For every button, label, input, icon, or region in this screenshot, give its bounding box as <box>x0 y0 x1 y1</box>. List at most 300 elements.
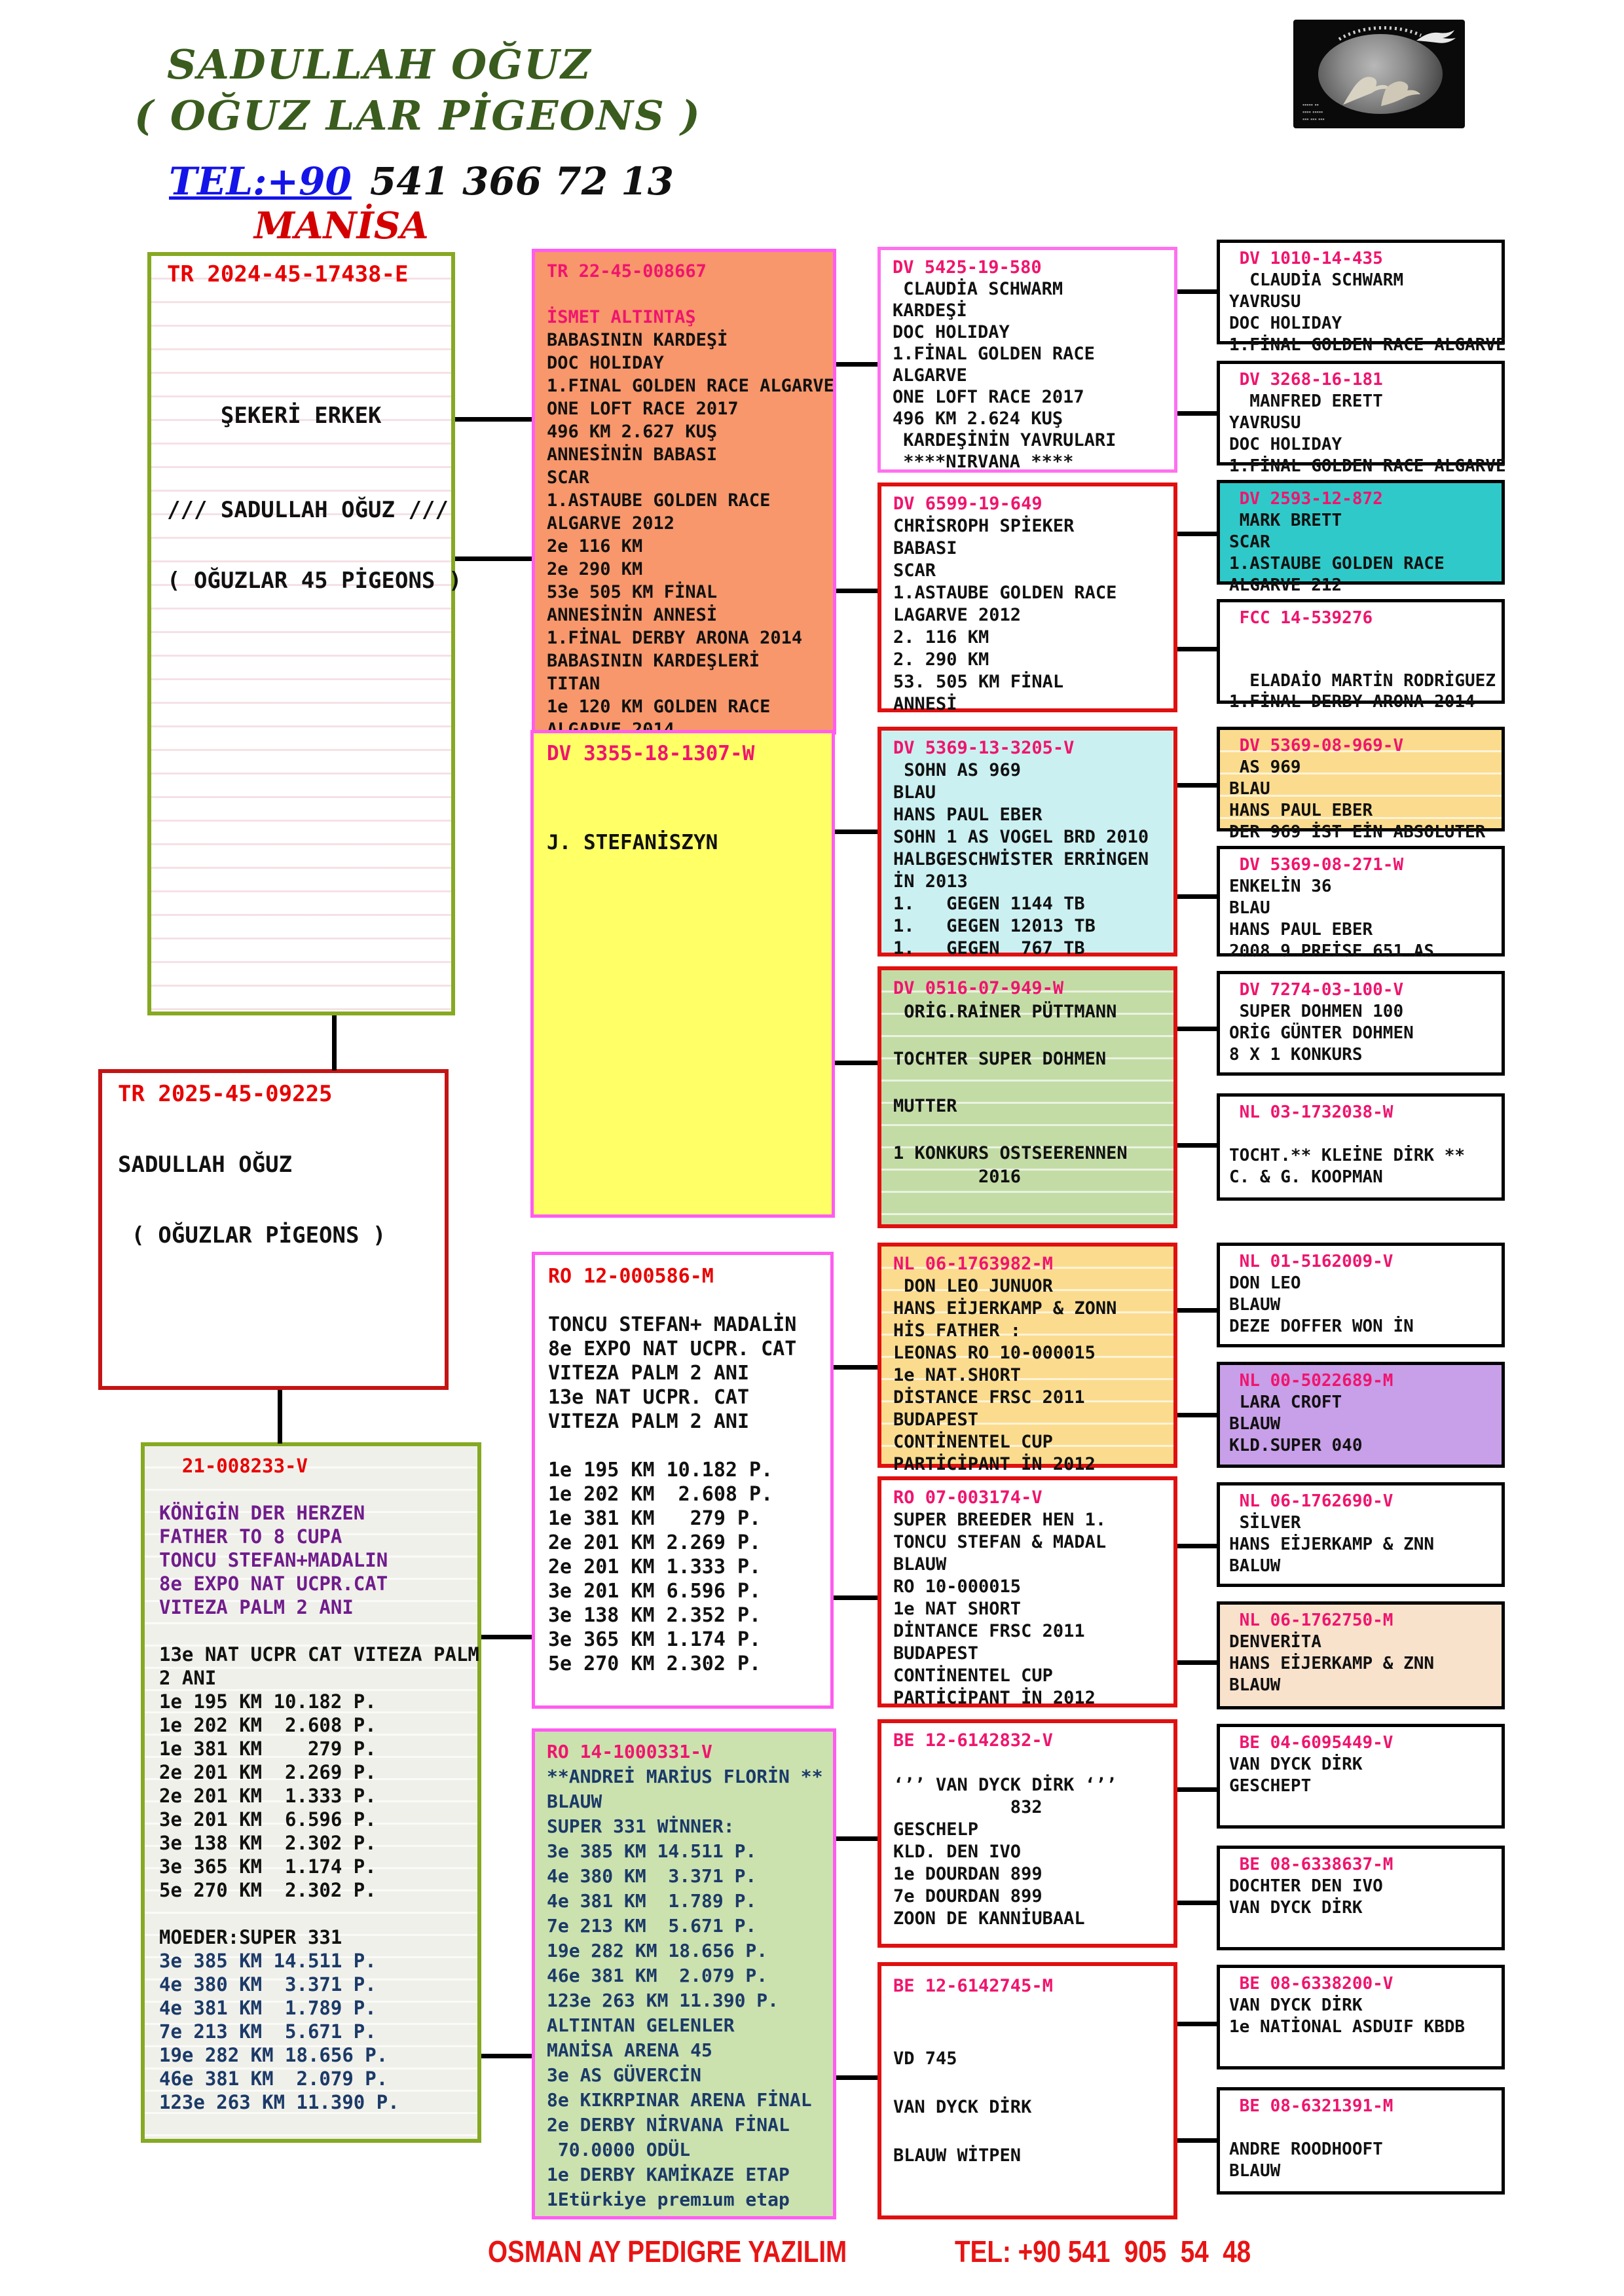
pedigree-text-line: 1 KONKURS OSTSEERENNEN <box>893 1143 1128 1163</box>
pedigree-text-line: 2016 <box>893 1167 1022 1187</box>
connector-line <box>1177 532 1217 536</box>
pedigree-box-nl00 <box>1217 1362 1505 1468</box>
connector-line <box>481 2054 532 2058</box>
pedigree-text-line <box>1229 2117 1498 2139</box>
tel-label: TEL:+90 <box>169 159 352 204</box>
pedigree-text-line: DOC HOLIDAY <box>1229 435 1342 454</box>
pedigree-text-line: 1e DERBY KAMİKAZE ETAP <box>547 2164 790 2185</box>
pedigree-text-line: BALUW <box>1229 1556 1281 1576</box>
pedigree-text-line: BLAUW <box>547 1791 602 1812</box>
pedigree-text-line: 46e 381 KM 2.079 P. <box>159 2068 388 2090</box>
connector-line <box>1177 647 1217 651</box>
pedigree-text-line <box>547 283 829 306</box>
pedigree-text-line: ENKELİN 36 <box>1229 877 1332 896</box>
pedigree-text-line: VAN DYCK DİRK <box>1229 1898 1363 1918</box>
pedigree-text-line: 1e 195 KM 10.182 P. <box>159 1690 377 1713</box>
pedigree-box-be08_200 <box>1217 1965 1505 2069</box>
pedigree-text-line: ANNESİNİN ANNESİ <box>547 605 718 625</box>
pedigree-box-be12_6142832 <box>877 1719 1177 1948</box>
pedigree-text-line <box>118 1176 441 1200</box>
pedigree-text-line: 1.FINAL GOLDEN RACE ALGARVE <box>547 376 834 396</box>
pedigree-text-line: 2e 201 KM 1.333 P. <box>159 1785 377 1807</box>
pedigree-text-line: 1. GEGEN 12013 TB <box>893 916 1096 936</box>
pedigree-text-line: BE 08-6321391-M <box>1229 2096 1393 2116</box>
pedigree-text-line <box>167 428 447 451</box>
pedigree-text-line: BABASI <box>893 538 957 558</box>
pedigree-text-line: BLAU <box>893 782 936 803</box>
pedigree-text-line: BLAU <box>1229 779 1270 799</box>
pedigree-text-line: YAVRUSU <box>1229 292 1301 312</box>
pedigree-text-line: 46e 381 KM 2.079 P. <box>547 1965 768 1986</box>
pedigree-text-line: 3e 385 KM 14.511 P. <box>159 1950 377 1972</box>
pedigree-text-line: 1. GEGEN 767 TB <box>893 938 1085 958</box>
pedigree-text-line: İN 2013 <box>893 871 968 892</box>
pedigree-text-line: BUDAPEST <box>893 1410 979 1430</box>
pedigree-text-line: 2e 201 KM 2.269 P. <box>548 1531 762 1554</box>
pedigree-text-line: 2e 116 KM <box>547 536 643 556</box>
pedigree-text-line: ONE LOFT RACE 2017 <box>893 387 1084 407</box>
pedigree-text-line: 2e 290 KM <box>547 559 643 579</box>
pedigree-text-line: 123e 263 KM 11.390 P. <box>159 2091 399 2113</box>
pedigree-box-nl06_2750 <box>1217 1601 1505 1709</box>
pedigree-text-line: NL 06-1762690-V <box>1229 1491 1393 1511</box>
pedigree-text-line: 1.FİNAL GOLDEN RACE <box>893 344 1095 364</box>
pedigree-text-line: DV 3268-16-181 <box>1229 370 1383 390</box>
pedigree-box-nl01 <box>1217 1243 1505 1347</box>
pedigree-text-line: TOCHTER SUPER DOHMEN <box>893 1049 1107 1069</box>
pedigree-text-line: 1e NAT.SHORT <box>893 1365 1022 1385</box>
pedigree-text-line: BLAUW <box>1229 1295 1281 1315</box>
pedigree-text-line: TONCU STEFAN+MADALIN <box>159 1549 388 1571</box>
tel-number: 541 366 72 13 <box>369 159 674 204</box>
pedigree-text-line: ****NIRVANA **** <box>893 452 1074 472</box>
pedigree-text-line <box>893 1118 1170 1142</box>
pedigree-text-line: VITEZA PALM 2 ANI <box>159 1596 354 1618</box>
pedigree-text-line: HİS FATHER : <box>893 1321 1022 1341</box>
pedigree-box-be04 <box>1217 1724 1505 1829</box>
pedigree-box-tr22 <box>532 249 836 735</box>
pedigree-text-line: BABASININ KARDEŞLERİ <box>547 651 760 671</box>
pedigree-text-line: NL 01-5162009-V <box>1229 1252 1393 1271</box>
pedigree-text-line <box>118 1129 441 1153</box>
pedigree-text-line: SUPER BREEDER HEN 1. <box>893 1510 1107 1530</box>
pedigree-text-line: ZOON DE KANNİUBAAL <box>893 1908 1085 1929</box>
pedigree-text-line: DV 0516-07-949-W <box>893 978 1064 998</box>
pedigree-text-line: 1e 381 KM 279 P. <box>159 1738 377 1760</box>
pedigree-text-line: SUPER 331 WİNNER: <box>547 1815 735 1837</box>
pedigree-text-line <box>893 2119 1170 2143</box>
pedigree-text-line: VAN DYCK DİRK <box>1229 1995 1363 2015</box>
pedigree-text-line: VITEZA PALM 2 ANI <box>548 1410 750 1433</box>
pedigree-text-line: 13e NAT UCPR CAT VITEZA PALM <box>159 1643 479 1666</box>
pedigree-text-line: RO 14-1000331-V <box>547 1741 712 1762</box>
logo-caption: ▪▪▪▪▪ ▪▪ ▪▪▪▪ ▪▪▪▪▪ ▪▪▪ ▪▪▪ ▪▪▪ <box>1302 101 1325 122</box>
pedigree-text-line: KARDEŞİNİN YAVRULARI <box>893 430 1116 450</box>
pedigree-text-line <box>893 1071 1170 1095</box>
pedigree-text-line: CLAUDİA SCHWARM <box>1229 270 1404 290</box>
pedigree-text-line: DV 7274-03-100-V <box>1229 980 1404 1000</box>
pedigree-text-line: BE 12-6142745-M <box>893 1976 1053 1996</box>
pedigree-text-line: 19e 282 KM 18.656 P. <box>547 1940 768 1961</box>
pedigree-text-line: 1.ASTAUBE GOLDEN RACE <box>1229 554 1445 574</box>
connector-line <box>836 2075 877 2080</box>
connector-line <box>1177 289 1217 294</box>
pedigree-text-line: 5e 270 KM 2.302 P. <box>159 1879 377 1901</box>
pedigree-text-line: RO 12-000586-M <box>548 1265 714 1288</box>
pedigree-text-line: ALTINTAN GELENLER <box>547 2014 735 2036</box>
pedigree-text-line: 123e 263 KM 11.390 P. <box>547 1990 779 2011</box>
pedigree-text-line: 496 KM 2.624 KUŞ <box>893 409 1063 429</box>
pedigree-text-line: TITAN <box>547 674 600 694</box>
pedigree-text-line: ( OĞUZLAR PİGEONS ) <box>118 1222 386 1248</box>
pedigree-text-line: BE 04-6095449-V <box>1229 1733 1393 1753</box>
connector-line <box>835 1061 877 1065</box>
city-label: MANİSA <box>254 204 429 247</box>
pedigree-text-line <box>1229 629 1498 649</box>
pedigree-box-dv5425 <box>877 247 1177 473</box>
connector-line <box>455 417 532 422</box>
pedigree-text-line: HANS EİJERKAMP & ZNN <box>1229 1535 1435 1554</box>
pedigree-text-line: PARTİCİPANT İN 2012 <box>893 1688 1096 1708</box>
pedigree-box-dv3268 <box>1217 361 1506 476</box>
pedigree-text-line <box>548 1434 826 1458</box>
pedigree-text-line: 1.FİNAL DERBY ARONA 2014 <box>547 628 803 648</box>
connector-line <box>834 1595 877 1600</box>
pedigree-text-line: BE 12-6142832-V <box>893 1730 1053 1751</box>
pedigree-text-line: BE 08-6338200-V <box>1229 1974 1393 1994</box>
pedigree-text-line <box>547 765 828 787</box>
pedigree-text-line: DV 1010-14-435 <box>1229 249 1383 268</box>
pedigree-text-line <box>167 333 447 357</box>
pedigree-text-line: 13e NAT UCPR. CAT <box>548 1386 750 1409</box>
pedigree-text-line <box>118 1200 441 1224</box>
pedigree-text-line <box>167 380 447 404</box>
pedigree-text-line: DOC HOLIDAY <box>893 322 1010 342</box>
pedigree-box-dv1010 <box>1217 240 1506 355</box>
pedigree-text-line: DİSTANCE FRSC 2011 <box>893 1387 1085 1408</box>
pedigree-text-line: SADULLAH OĞUZ <box>118 1152 293 1178</box>
pedigree-text-line: TOCHT.** KLEİNE DİRK ** <box>1229 1146 1466 1165</box>
pedigree-text-line: 8e EXPO NAT UCPR.CAT <box>159 1573 388 1595</box>
pedigree-text-line: DON LEO <box>1229 1273 1301 1293</box>
pedigree-text-line: 5e 270 KM 2.302 P. <box>548 1652 762 1675</box>
pedigree-text-line: DON LEO JUNUOR <box>893 1276 1053 1296</box>
pedigree-box-fcc14 <box>1217 599 1505 712</box>
connector-line <box>1177 783 1217 788</box>
pedigree-text-line <box>548 1288 826 1313</box>
pedigree-text-line: 7e DOURDAN 899 <box>893 1886 1043 1906</box>
pedigree-text-line: LEONAS RO 10-000015 <box>893 1343 1096 1363</box>
pedigree-text-line: 1Etürkiye premıum etap <box>547 2189 790 2210</box>
pedigree-text-line: 7e 213 KM 5.671 P. <box>159 2020 377 2043</box>
pedigree-text-line: 3e 385 KM 14.511 P. <box>547 1840 757 1862</box>
pedigree-text-line: 21-008233-V <box>159 1455 308 1477</box>
pedigree-box-nl06_1763982 <box>877 1243 1177 1474</box>
pedigree-text-line: İSMET ALTINTAŞ <box>547 307 696 327</box>
connector-line <box>835 829 877 834</box>
pedigree-text-line: ANDRE ROODHOOFT <box>1229 2140 1383 2159</box>
pedigree-text-line: ORİG.RAİNER PÜTTMANN <box>893 1002 1117 1022</box>
connector-line <box>836 1836 877 1841</box>
pedigree-text-line: LARA CROFT <box>1229 1393 1342 1412</box>
pedigree-text-line <box>159 1478 473 1501</box>
pedigree-text-line: ŞEKERİ ERKEK <box>167 403 382 429</box>
pedigree-text-line: 4e 380 KM 3.371 P. <box>159 1973 377 1995</box>
pedigree-text-line: DV 2593-12-872 <box>1229 489 1383 509</box>
pedigree-text-line: BLAUW <box>893 1554 947 1575</box>
pedigree-text-line: VAN DYCK DİRK <box>1229 1755 1363 1774</box>
pedigree-text-line: ALGARVE <box>893 365 967 386</box>
pedigree-text-line: 3e 201 KM 6.596 P. <box>548 1580 762 1603</box>
pedigree-text-line: 7e 213 KM 5.671 P. <box>547 1915 757 1937</box>
pedigree-text-line <box>118 1106 441 1129</box>
connector-line <box>1177 1660 1217 1665</box>
breeder-name-title: SADULLAH OĞUZ <box>167 41 592 88</box>
pedigree-text-line: HALBGESCHWİSTER ERRİNGEN <box>893 849 1149 869</box>
pedigree-text-line: GESCHEPT <box>1229 1776 1312 1796</box>
pedigree-text-line: MARK BRETT <box>1229 511 1342 530</box>
connector-line <box>332 1015 337 1070</box>
pedigree-text-line <box>159 1902 473 1925</box>
pedigree-text-line: 1.FİNAL GOLDEN RACE ALGARVE <box>1229 335 1506 355</box>
pedigree-text-line: BE 08-6338637-M <box>1229 1855 1393 1874</box>
pedigree-text-line: 3e 138 KM 2.352 P. <box>548 1604 762 1627</box>
pedigree-text-line: 1e NAT SHORT <box>893 1599 1022 1619</box>
pedigree-text-line <box>893 1998 1170 2022</box>
connector-line <box>834 1365 877 1370</box>
pedigree-text-line: PARTİCİPANT İN 2012 <box>893 1454 1096 1474</box>
pedigree-box-ro14 <box>532 1728 836 2219</box>
pedigree-text-line: DV 5369-13-3205-V <box>893 738 1075 758</box>
pedigree-text-line <box>167 357 447 380</box>
connector-line <box>1177 1544 1217 1548</box>
pedigree-text-line: KÖNİGİN DER HERZEN <box>159 1502 365 1524</box>
pedigree-text-line: ALGARVE 2012 <box>547 513 675 534</box>
pedigree-text-line: 3e 201 KM 6.596 P. <box>159 1808 377 1831</box>
pedigree-text-line <box>167 451 447 475</box>
pedigree-text-line: ALGARVE 212 <box>1229 575 1342 595</box>
pedigree-text-line: SUPER DOHMEN 100 <box>1229 1002 1404 1021</box>
pedigree-text-line: 53e 505 KM FİNAL <box>547 582 718 602</box>
pedigree-text-line <box>893 1752 1170 1774</box>
pedigree-text-line: 2. 290 KM <box>893 649 989 670</box>
pedigree-text-line: BLAUW <box>1229 1675 1281 1695</box>
connector-line <box>1177 2138 1217 2143</box>
pedigree-text-line: J. STEFANİSZYN <box>547 831 718 854</box>
pedigree-box-nl03 <box>1217 1093 1505 1201</box>
pedigree-box-be12_6142745 <box>877 1962 1177 2219</box>
pedigree-text-line: ANNESİNİN BABASI <box>547 445 718 465</box>
pedigree-text-line: TR 2025-45-09225 <box>118 1081 333 1107</box>
pedigree-text-line <box>893 1024 1170 1048</box>
pedigree-text-line: HANS PAUL EBER <box>1229 920 1373 939</box>
pedigree-text-line: CONTİNENTEL CUP <box>893 1432 1053 1452</box>
pedigree-text-line: BUDAPEST <box>893 1643 979 1664</box>
pedigree-text-line: NL 06-1763982-M <box>893 1254 1053 1274</box>
pedigree-text-line: HANS PAUL EBER <box>1229 801 1373 820</box>
pedigree-text-line: 1. GEGEN 1144 TB <box>893 894 1085 914</box>
pedigree-text-line: 8e EXPO NAT UCPR. CAT <box>548 1338 797 1360</box>
connector-line <box>1177 1143 1217 1148</box>
pedigree-text-line: DV 5369-08-271-W <box>1229 855 1404 875</box>
pedigree-box-ro07 <box>877 1476 1177 1707</box>
connector-line <box>836 589 877 593</box>
pedigree-box-dv5369_13 <box>877 727 1177 957</box>
pedigree-box-dv2593 <box>1217 480 1505 595</box>
pedigree-text-line: 1e 120 KM GOLDEN RACE <box>547 697 771 717</box>
pedigree-box-nl06_2690 <box>1217 1482 1505 1587</box>
pedigree-text-line: CONTİNENTEL CUP <box>893 1666 1053 1686</box>
pedigree-text-line: GESCHELP <box>893 1819 979 1840</box>
connector-line <box>1177 1901 1217 1905</box>
software-phone: TEL: +90 541 905 54 48 <box>955 2234 1251 2269</box>
pedigree-text-line: RO 10-000015 <box>893 1576 1022 1597</box>
pedigree-text-line: ONE LOFT RACE 2017 <box>547 399 739 419</box>
pedigree-text-line: MANİSA ARENA 45 <box>547 2039 712 2061</box>
pedigree-text-line: MANFRED ERETT <box>1229 392 1383 411</box>
pedigree-text-line: /// SADULLAH OĞUZ /// <box>167 497 449 523</box>
pedigree-text-line <box>547 787 828 809</box>
pedigree-text-line: LAGARVE 2012 <box>893 605 1022 625</box>
pedigree-text-line: 3e 138 KM 2.302 P. <box>159 1832 377 1854</box>
pedigree-text-line: VITEZA PALM 2 ANI <box>548 1362 750 1385</box>
pedigree-text-line: 1e NATİONAL ASDUIF KBDB <box>1229 2017 1466 2037</box>
pedigree-text-line: MUTTER <box>893 1096 957 1116</box>
pedigree-text-line: 4e 381 KM 1.789 P. <box>547 1890 757 1912</box>
pedigree-box-ro12 <box>532 1252 834 1709</box>
pedigree-text-line: 3e 365 KM 1.174 P. <box>159 1855 377 1878</box>
pedigree-text-line: SCAR <box>893 560 936 581</box>
pedigree-text-line: NL 06-1762750-M <box>1229 1611 1393 1630</box>
pedigree-text-line: DOC HOLIDAY <box>547 353 664 373</box>
connector-line <box>1177 1413 1217 1417</box>
pedigree-text-line: HANS EİJERKAMP & ZONN <box>893 1298 1117 1319</box>
pedigree-text-line: 1e 202 KM 2.608 P. <box>548 1483 773 1506</box>
pedigree-text-line: BABASININ KARDEŞİ <box>547 330 728 350</box>
pedigree-text-line: DER 969 İST EİN ABSOLUTER <box>1229 822 1486 842</box>
pedigree-text-line: SOHN AS 969 <box>893 760 1022 780</box>
pedigree-text-line: TONCU STEFAN+ MADALİN <box>548 1313 797 1336</box>
pedigree-text-line: CHRİSROPH SPİEKER <box>893 516 1075 536</box>
pedigree-text-line: TR 2024-45-17438-E <box>167 261 409 287</box>
pedigree-text-line <box>893 2022 1170 2047</box>
pedigree-text-line: ‘’’ VAN DYCK DİRK ‘’’ <box>893 1775 1117 1795</box>
pedigree-box-tr2024 <box>147 252 462 1015</box>
pedigree-text-line: TR 22-45-008667 <box>547 261 707 282</box>
pedigree-text-line: 1.ASTAUBE GOLDEN RACE <box>893 583 1117 603</box>
pedigree-box-tr2025 <box>98 1069 449 1390</box>
pedigree-text-line: NL 00-5022689-M <box>1229 1371 1393 1391</box>
connector-line <box>481 1635 532 1639</box>
pedigree-text-line: 1.FİNAL DERBY ARONA 2014 <box>1229 692 1475 712</box>
pedigree-text-line: 53. 505 KM FİNAL <box>893 672 1064 692</box>
pedigree-text-line: DİNTANCE FRSC 2011 <box>893 1621 1085 1641</box>
software-credit: OSMAN AY PEDIGRE YAZILIM <box>488 2234 847 2269</box>
pedigree-box-dv0516 <box>877 966 1177 1228</box>
pedigree-text-line: NL 03-1732038-W <box>1229 1102 1393 1122</box>
pedigree-box-be08_391 <box>1217 2087 1505 2195</box>
pedigree-text-line: DV 5369-08-969-V <box>1229 736 1404 756</box>
pedigree-text-line: SCAR <box>1229 532 1270 552</box>
loft-name-title: ( OĞUZ LAR PİGEONS ) <box>134 92 701 139</box>
pedigree-text-line: BLAUW <box>1229 2161 1281 2181</box>
pedigree-text-line: VAN DYCK DİRK <box>893 2097 1032 2117</box>
phone-line <box>169 159 674 204</box>
pedigree-text-line: CLAUDİA SCHWARM <box>893 279 1063 299</box>
pedigree-text-line <box>159 1619 473 1643</box>
pedigree-text-line <box>167 545 447 569</box>
pedigree-text-line: KLD.SUPER 040 <box>1229 1436 1363 1455</box>
pedigree-text-line: 2e 201 KM 1.333 P. <box>548 1556 762 1578</box>
pedigree-text-line: MOEDER:SUPER 331 <box>159 1926 342 1948</box>
pedigree-text-line: 2e DERBY NİRVANA FİNAL <box>547 2114 790 2136</box>
pedigree-text-line: 3e AS GÜVERCİN <box>547 2064 702 2086</box>
pedigree-text-line: 1e DOURDAN 899 <box>893 1864 1043 1884</box>
pedigree-text-line: SİLVER <box>1229 1513 1301 1533</box>
pedigree-text-line: TONCU STEFAN & MADAL <box>893 1532 1107 1552</box>
pedigree-text-line: ANNESİ <box>893 694 957 714</box>
pedigree-text-line: KLD. DEN IVO <box>893 1842 1022 1862</box>
connector-line <box>1177 894 1217 899</box>
pedigree-text-line: ( OĞUZLAR 45 PİGEONS ) <box>167 568 462 594</box>
pedigree-text-line: RO 07-003174-V <box>893 1487 1043 1508</box>
pedigree-text-line <box>547 809 828 831</box>
pedigree-text-line: DV 6599-19-649 <box>893 494 1043 514</box>
pedigree-text-line: 1e 381 KM 279 P. <box>548 1507 762 1530</box>
pedigree-text-line: DV 3355-18-1307-W <box>547 742 755 765</box>
pedigree-text-line: DENVERİTA <box>1229 1632 1321 1652</box>
pedigree-text-line: FATHER TO 8 CUPA <box>159 1525 342 1548</box>
pedigree-text-line: BLAUW WİTPEN <box>893 2145 1022 2166</box>
pedigree-text-line <box>1229 649 1498 670</box>
pedigree-text-line: 1e 202 KM 2.608 P. <box>159 1714 377 1736</box>
pedigree-text-line: 2. 116 KM <box>893 627 989 647</box>
pedigree-box-dv7274 <box>1217 971 1505 1076</box>
connector-line <box>278 1390 282 1444</box>
pedigree-text-line: SOHN 1 AS VOGEL BRD 2010 <box>893 827 1149 847</box>
pedigree-box-dv5369_271 <box>1217 846 1505 961</box>
pedigree-text-line: ELADAİO MARTİN RODRİGUEZ <box>1229 671 1496 691</box>
pedigree-text-line: 8e KIKRPINAR ARENA FİNAL <box>547 2089 812 2111</box>
pedigree-box-dv3355 <box>530 730 835 1218</box>
connector-line <box>836 362 877 367</box>
pedigree-text-line: ORİG GÜNTER DOHMEN <box>1229 1023 1414 1043</box>
pedigree-text-line: **ANDREİ MARİUS FLORİN ** <box>547 1766 823 1787</box>
pedigree-text-line: 19e 282 KM 18.656 P. <box>159 2044 388 2066</box>
pedigree-text-line: SCAR <box>547 467 590 488</box>
pedigree-text-line: 70.0000 ODÜL <box>547 2139 691 2160</box>
pedigree-text-line: FCC 14-539276 <box>1229 608 1373 628</box>
pedigree-text-line: 496 KM 2.627 KUŞ <box>547 422 718 442</box>
pedigree-text-line: C. & G. KOOPMAN <box>1229 1167 1383 1187</box>
pedigree-text-line: 8 X 1 KONKURS <box>1229 1045 1363 1065</box>
pedigree-text-line: BLAU <box>1229 898 1270 918</box>
pedigree-text-line: 2e 201 KM 2.269 P. <box>159 1761 377 1783</box>
pedigree-box-dv5369_969 <box>1217 727 1505 842</box>
pedigree-box-b21 <box>141 1442 481 2143</box>
pedigree-box-dv6599 <box>877 483 1177 712</box>
pedigree-text-line <box>167 310 447 333</box>
connector-line <box>1177 1308 1217 1313</box>
pedigree-text-line <box>167 522 447 545</box>
connector-line <box>455 556 532 561</box>
pedigree-text-line: AS 969 <box>1229 757 1301 777</box>
pedigree-text-line: 1.FİNAL GOLDEN RACE ALGARVE <box>1229 456 1506 476</box>
pedigree-text-line: HANS EİJERKAMP & ZNN <box>1229 1654 1435 1673</box>
pedigree-text-line: KARDEŞİ <box>893 301 967 321</box>
pedigree-text-line: DOC HOLIDAY <box>1229 314 1342 333</box>
connector-line <box>1177 411 1217 416</box>
